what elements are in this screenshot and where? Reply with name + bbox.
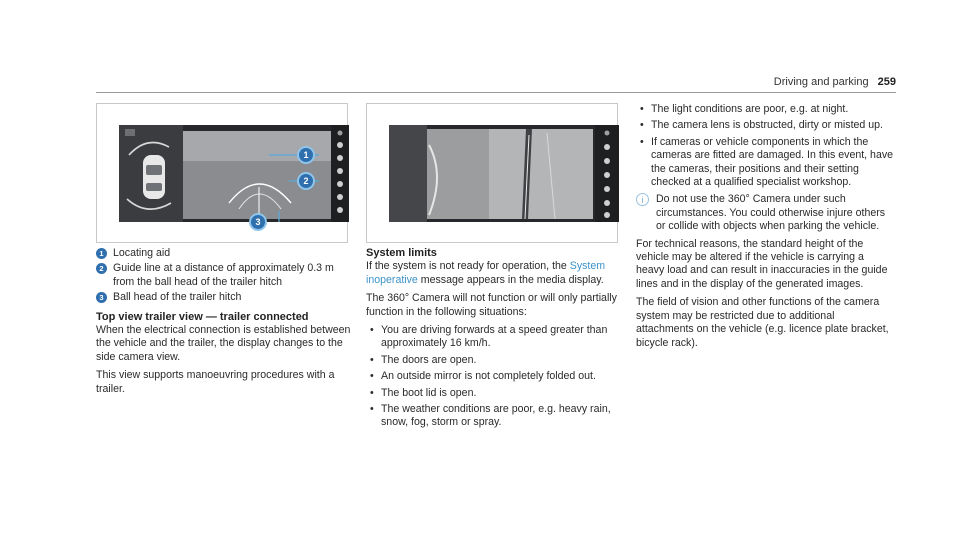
legend-item xyxy=(96,291,352,304)
column-left xyxy=(96,247,352,401)
info-icon: i xyxy=(636,193,649,206)
side-camera-graphic xyxy=(389,125,619,222)
intro-text: If the system is not ready for operation, the xyxy=(366,260,570,273)
side-camera-display xyxy=(389,125,619,222)
callout-1: 1 xyxy=(299,148,313,162)
legend-number: 3 xyxy=(96,292,107,303)
legend-text: Locating aid xyxy=(113,247,171,259)
camera-display xyxy=(119,125,349,222)
list-item: • The light conditions are poor, e.g. at night. xyxy=(636,103,894,116)
trailer-camera-figure xyxy=(96,103,348,243)
column-middle xyxy=(366,247,622,433)
warning-note xyxy=(636,193,894,233)
list-item: • The doors are open. xyxy=(366,354,622,367)
legend-text: Guide line at a distance of approximately 0.3 m from the ball head of the trailer hitch xyxy=(113,262,334,288)
note-text: Do not use the 360° Camera under such circumstances. You could otherwise injure others or collide with objects when parking the vehicle. xyxy=(656,193,886,233)
list-item: • The camera lens is obstructed, dirty or misted up. xyxy=(636,119,894,132)
system-limits-heading: System limits xyxy=(366,247,437,259)
legend-item xyxy=(96,247,352,260)
list-item: • You are driving forwards at a speed greater than approximately 16 km/h. xyxy=(366,324,622,351)
page-number: 259 xyxy=(877,76,896,88)
right-paragraph: For technical reasons, the standard height of the vehicle may be altered if the vehicle is carrying a heavy load and can result in inaccuracies in the guide lines and in the display of the generated images. xyxy=(636,237,888,290)
callout-3: 3 xyxy=(251,215,265,229)
column-right xyxy=(636,103,894,355)
header-divider xyxy=(96,92,896,93)
callout-2: 2 xyxy=(299,174,313,188)
conditions-list xyxy=(636,103,894,189)
camera-display-graphic xyxy=(119,125,349,222)
list-item: • An outside mirror is not completely folded out. xyxy=(366,370,622,383)
top-view-paragraph: This view supports manoeuvring procedures with a trailer. xyxy=(96,369,335,395)
system-inoperative-link[interactable]: System inoperative xyxy=(366,260,606,286)
section-title: Driving and parking xyxy=(773,76,869,88)
side-camera-figure xyxy=(366,103,618,243)
top-view-heading: Top view trailer view — trailer connected xyxy=(96,310,309,323)
limits-list xyxy=(366,324,622,430)
intro-text: message appears in the media display. xyxy=(417,273,604,286)
list-item: • If cameras or vehicle components in which the cameras are fitted are damaged. In this event, have the cameras, their positions and their setting checked at a qualified specialist workshop. xyxy=(636,136,894,190)
list-item: • The boot lid is open. xyxy=(366,387,622,400)
legend-text: Ball head of the trailer hitch xyxy=(113,291,242,304)
list-item: • The weather conditions are poor, e.g. heavy rain, snow, fog, storm or spray. xyxy=(366,403,622,430)
right-paragraph: The field of vision and other functions of the camera system may be restricted due to additional attachments on the vehicle (e.g. licence plate bracket, bicycle rack). xyxy=(636,296,889,349)
legend-number: 1 xyxy=(96,248,107,259)
legend-item xyxy=(96,262,352,289)
system-limits-intro xyxy=(366,260,622,287)
legend-number: 2 xyxy=(96,263,107,274)
system-limits-paragraph: The 360° Camera will not function or will only partially function in the following situations: xyxy=(366,292,617,318)
page-header xyxy=(774,76,896,89)
top-view-paragraph: When the electrical connection is established between the vehicle and the trailer, the display changes to the side camera view. xyxy=(96,324,351,363)
